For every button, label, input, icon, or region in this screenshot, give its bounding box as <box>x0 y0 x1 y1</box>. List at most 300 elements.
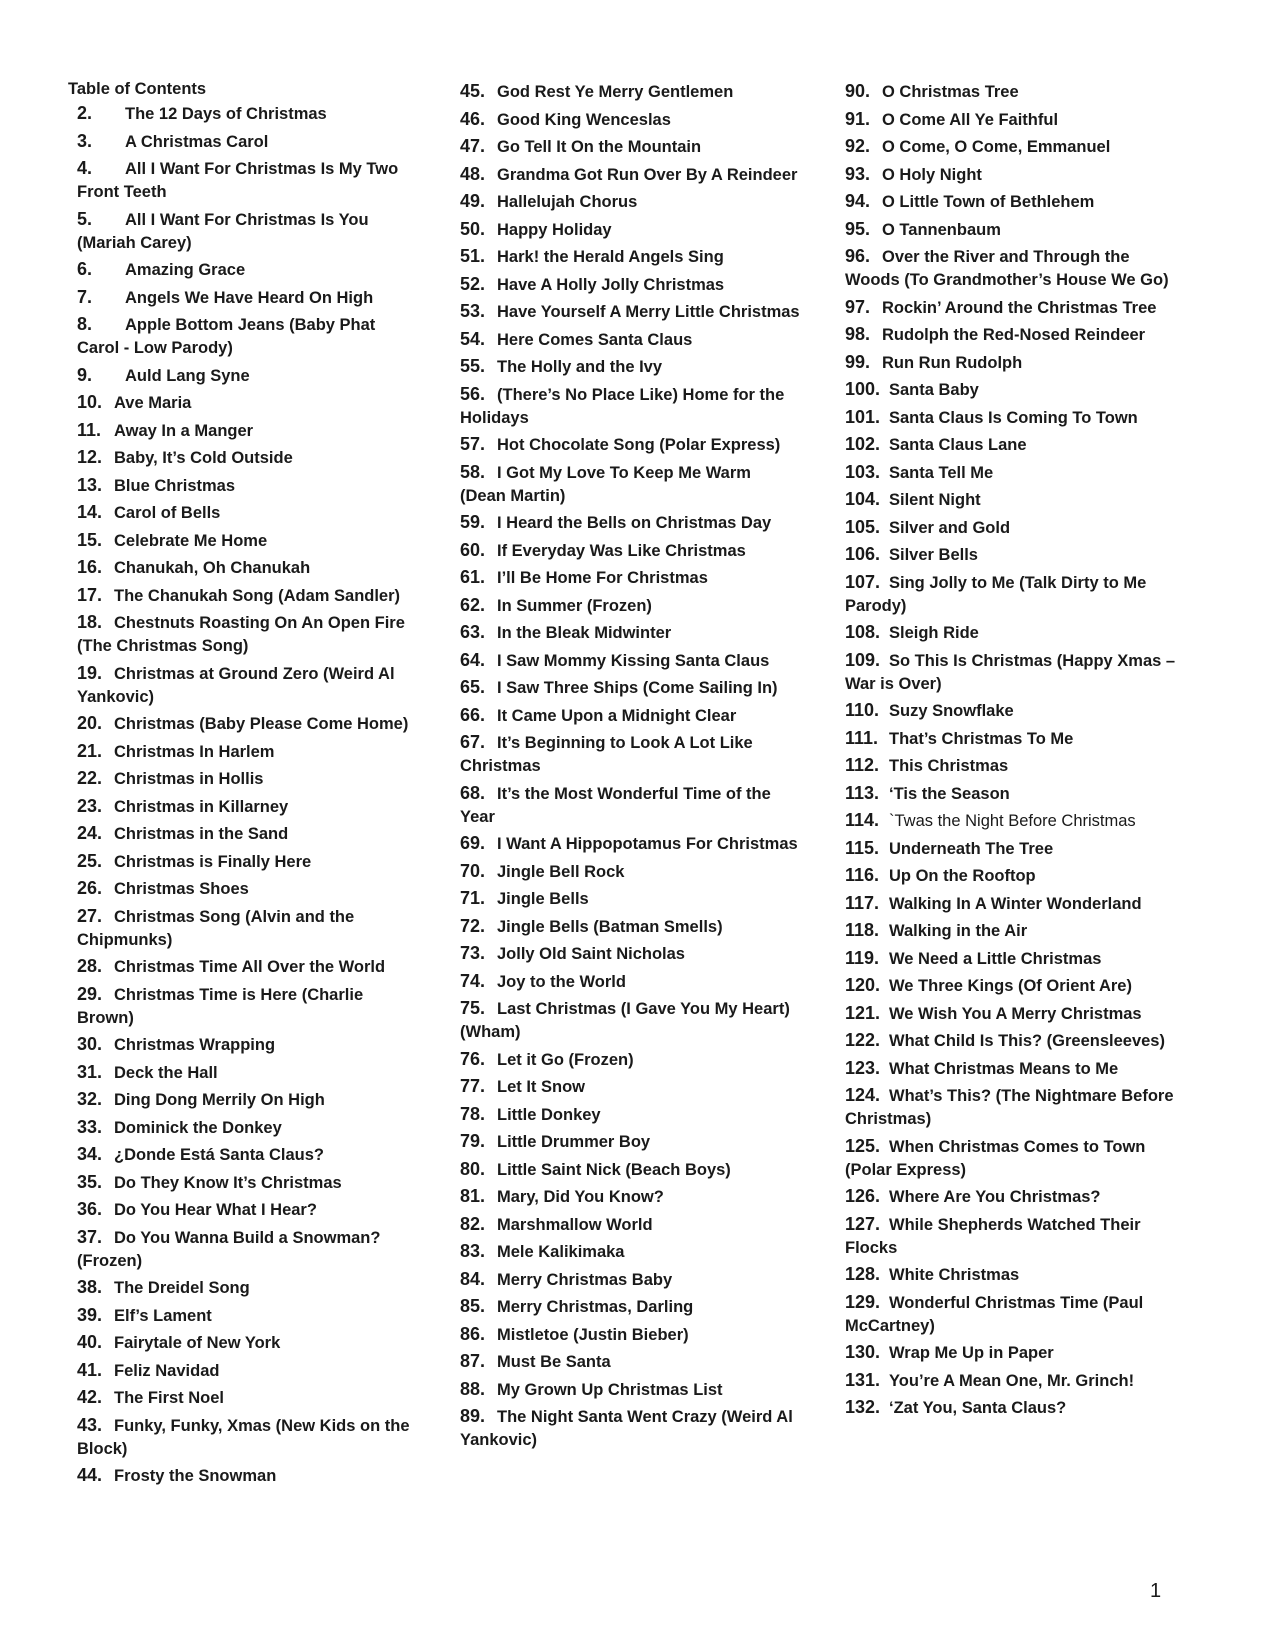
toc-entry[interactable] <box>460 915 800 939</box>
toc-entry-title: We Three Kings (Of Orient Are) <box>889 977 1132 995</box>
toc-entry[interactable] <box>845 516 1185 540</box>
toc-entry[interactable] <box>460 1185 800 1209</box>
toc-entry-title: ¿Donde Está Santa Claus? <box>114 1146 324 1164</box>
toc-entry[interactable] <box>77 474 412 498</box>
toc-entry[interactable] <box>77 1414 412 1461</box>
toc-entry[interactable] <box>77 767 412 791</box>
toc-entry-number: 4. <box>77 158 93 178</box>
toc-entry-number: 108. <box>845 622 881 642</box>
toc-entry-title: Where Are You Christmas? <box>889 1188 1101 1206</box>
toc-entry-number: 30. <box>77 1034 103 1054</box>
toc-entry-title: Christmas Wrapping <box>114 1036 276 1054</box>
toc-entry-title: Celebrate Me Home <box>114 531 268 550</box>
toc-entry-number: 85. <box>460 1296 486 1316</box>
toc-entry-number: 86. <box>460 1323 486 1344</box>
toc-entry-number: 132. <box>845 1397 881 1417</box>
toc-entry[interactable] <box>77 877 412 901</box>
toc-entry-title: Christmas in Hollis <box>114 770 264 788</box>
toc-entry-title: I Want A Hippopotamus For Christmas <box>497 835 798 853</box>
toc-entry-title: In the Bleak Midwinter <box>497 624 672 642</box>
toc-entry-number: 80. <box>460 1158 486 1179</box>
toc-entry-number: 118. <box>845 920 880 940</box>
toc-entry-title: Blue Christmas <box>114 476 236 495</box>
toc-entry[interactable] <box>460 860 800 884</box>
toc-entry[interactable] <box>77 556 412 580</box>
toc-entry-title: Walking in the Air <box>889 922 1028 940</box>
toc-entry[interactable] <box>460 1048 800 1072</box>
toc-entry-title: The First Noel <box>114 1389 225 1407</box>
toc-entry-number: 115. <box>845 837 880 858</box>
toc-entry-title: Christmas is Finally Here <box>114 852 312 871</box>
toc-entry-number: 83. <box>460 1241 486 1261</box>
toc-entry-title: O Tannenbaum <box>882 220 1001 239</box>
toc-entry[interactable] <box>77 446 412 470</box>
toc-entry[interactable] <box>460 1323 800 1347</box>
toc-entry[interactable] <box>77 584 412 608</box>
toc-entry-title: The Dreidel Song <box>114 1279 250 1297</box>
toc-entry-number: 56. <box>460 383 486 404</box>
toc-title: Table of Contents <box>68 80 207 98</box>
toc-entry-title: Amazing Grace <box>125 261 246 279</box>
toc-entry-number: 2. <box>77 103 93 123</box>
toc-entry-number: 128. <box>845 1264 881 1284</box>
toc-entry-number: 99. <box>845 351 871 372</box>
toc-entry-number: 110. <box>845 700 880 720</box>
toc-entry[interactable] <box>460 218 800 242</box>
toc-entry[interactable] <box>845 461 1185 485</box>
toc-entry[interactable] <box>845 1213 1185 1260</box>
toc-entry-number: 69. <box>460 833 486 853</box>
toc-entry[interactable] <box>845 1396 1185 1420</box>
toc-entry[interactable] <box>77 611 412 658</box>
toc-entry-number: 43. <box>77 1414 103 1435</box>
toc-entry-number: 126. <box>845 1186 881 1206</box>
toc-entry[interactable] <box>845 1002 1185 1026</box>
toc-entry[interactable] <box>845 433 1185 457</box>
toc-entry-title: Christmas Time is Here (Charlie Brown) <box>77 985 364 1027</box>
toc-entry-title: Silent Night <box>889 491 981 509</box>
toc-entry-number: 129. <box>845 1291 881 1312</box>
toc-entry-title: I’ll Be Home For Christmas <box>497 569 708 587</box>
toc-entry[interactable] <box>460 621 800 645</box>
toc-entry[interactable] <box>845 108 1185 132</box>
toc-entry-number: 76. <box>460 1048 486 1069</box>
toc-entry[interactable] <box>77 1276 412 1300</box>
toc-entry[interactable] <box>460 731 800 778</box>
toc-entry-number: 87. <box>460 1351 486 1371</box>
toc-entry[interactable] <box>460 163 800 187</box>
toc-entry-title: Baby, It’s Cold Outside <box>114 449 293 467</box>
toc-entry-number: 39. <box>77 1304 103 1325</box>
toc-entry[interactable] <box>845 1263 1185 1287</box>
toc-entry[interactable] <box>845 947 1185 971</box>
toc-entry-title: Little Drummer Boy <box>497 1133 651 1151</box>
toc-entry[interactable] <box>845 919 1185 943</box>
toc-entry[interactable] <box>460 1158 800 1182</box>
toc-entry[interactable] <box>77 1464 412 1488</box>
toc-entry[interactable] <box>460 832 800 856</box>
toc-entry-number: 48. <box>460 163 486 184</box>
toc-entry[interactable] <box>77 364 412 388</box>
toc-entry-number: 96. <box>845 246 871 266</box>
toc-entry[interactable] <box>845 1185 1185 1209</box>
toc-entry[interactable] <box>845 1341 1185 1365</box>
toc-entry-title: Apple Bottom Jeans (Baby Phat Carol - Low Parody) <box>77 316 376 357</box>
toc-entry-title: Hallelujah Chorus <box>497 193 638 211</box>
toc-entry[interactable] <box>77 313 412 360</box>
toc-entry-title: ‘Tis the Season <box>889 784 1010 803</box>
toc-entry[interactable] <box>460 511 800 535</box>
toc-entry[interactable] <box>460 190 800 214</box>
toc-entry[interactable] <box>460 1295 800 1319</box>
toc-entry-title: I Saw Mommy Kissing Santa Claus <box>497 651 770 670</box>
toc-entry[interactable] <box>845 163 1185 187</box>
toc-entry-title: What’s This? (The Nightmare Before Christmas) <box>845 1087 1174 1128</box>
toc-entry-number: 78. <box>460 1103 486 1124</box>
toc-entry-title: Christmas Shoes <box>114 880 249 898</box>
toc-entry[interactable] <box>845 1084 1185 1131</box>
toc-entry[interactable] <box>845 190 1185 214</box>
toc-entry-number: 3. <box>77 130 93 151</box>
toc-entry-title: Merry Christmas Baby <box>497 1270 673 1289</box>
toc-entry[interactable] <box>77 850 412 874</box>
toc-entry[interactable] <box>77 501 412 525</box>
toc-entry-number: 114. <box>845 810 880 830</box>
page-number: 1 <box>1150 1580 1162 1602</box>
toc-entry[interactable] <box>460 676 800 700</box>
toc-entry-title: Little Saint Nick (Beach Boys) <box>497 1160 731 1179</box>
toc-entry[interactable] <box>845 80 1185 104</box>
toc-entry-number: 104. <box>845 489 881 509</box>
toc-entry[interactable] <box>77 1033 412 1057</box>
toc-entry-title: ‘Zat You, Santa Claus? <box>889 1399 1067 1417</box>
toc-entry-title: It’s the Most Wonderful Time of the Year <box>460 784 771 826</box>
toc-entry-title: Let it Go (Frozen) <box>497 1050 634 1069</box>
toc-entry[interactable] <box>845 1291 1185 1338</box>
toc-entry-number: 38. <box>77 1277 103 1297</box>
toc-entry-number: 119. <box>845 947 880 968</box>
toc-entry[interactable] <box>77 1359 412 1383</box>
toc-entry[interactable] <box>77 391 412 415</box>
toc-entry[interactable] <box>77 157 412 204</box>
toc-entry[interactable] <box>845 1369 1185 1393</box>
toc-entry-number: 12. <box>77 447 103 467</box>
toc-entry[interactable] <box>77 822 412 846</box>
toc-entry-title: Christmas in Killarney <box>114 797 289 816</box>
toc-entry[interactable] <box>460 108 800 132</box>
toc-entry[interactable] <box>845 296 1185 320</box>
toc-entry-title: Chanukah, Oh Chanukah <box>114 559 311 577</box>
toc-entry[interactable] <box>77 529 412 553</box>
toc-entry-number: 27. <box>77 905 103 926</box>
toc-entry[interactable] <box>77 1226 412 1273</box>
toc-entry[interactable] <box>77 208 412 255</box>
toc-entry-number: 107. <box>845 571 881 592</box>
toc-entry[interactable] <box>460 355 800 379</box>
toc-entry[interactable] <box>845 1057 1185 1081</box>
toc-entry-title: Last Christmas (I Gave You My Heart) (Wham) <box>460 1000 790 1041</box>
toc-entry-number: 116. <box>845 865 880 885</box>
toc-entry[interactable] <box>845 571 1185 618</box>
toc-entry-number: 82. <box>460 1213 486 1234</box>
toc-entry[interactable] <box>845 621 1185 645</box>
toc-entry[interactable] <box>460 649 800 673</box>
toc-entry-title: Do You Hear What I Hear? <box>114 1201 317 1219</box>
toc-entry-title: Underneath The Tree <box>889 839 1054 858</box>
toc-entry[interactable] <box>460 135 800 159</box>
toc-entry-number: 21. <box>77 740 103 761</box>
toc-entry[interactable] <box>77 983 412 1030</box>
toc-entry-title: Good King Wenceslas <box>497 110 671 129</box>
toc-entry[interactable] <box>845 351 1185 375</box>
toc-entry-title: What Child Is This? (Greensleeves) <box>889 1032 1165 1050</box>
toc-entry-number: 105. <box>845 516 881 537</box>
toc-entry-title: Go Tell It On the Mountain <box>497 138 702 156</box>
toc-entry[interactable] <box>77 1143 412 1167</box>
toc-entry[interactable] <box>460 1130 800 1154</box>
toc-entry-title: I Heard the Bells on Christmas Day <box>497 514 772 532</box>
toc-entry[interactable] <box>845 543 1185 567</box>
toc-entry-title: Auld Lang Syne <box>125 366 250 385</box>
toc-entry[interactable] <box>460 328 800 352</box>
toc-entry-title: Santa Tell Me <box>889 463 994 482</box>
toc-entry[interactable] <box>845 782 1185 806</box>
toc-entry[interactable] <box>460 704 800 728</box>
toc-entry[interactable] <box>845 649 1185 696</box>
toc-entry-number: 23. <box>77 795 103 816</box>
toc-entry[interactable] <box>845 727 1185 751</box>
toc-entry-number: 24. <box>77 823 103 843</box>
toc-entry-number: 91. <box>845 108 871 129</box>
toc-entry-number: 32. <box>77 1089 103 1109</box>
toc-entry[interactable] <box>77 1061 412 1085</box>
toc-entry[interactable] <box>77 286 412 310</box>
toc-entry-number: 7. <box>77 286 93 307</box>
toc-entry[interactable] <box>845 974 1185 998</box>
toc-entry-title: Carol of Bells <box>114 504 221 522</box>
toc-entry[interactable] <box>460 245 800 269</box>
toc-entry-number: 113. <box>845 782 880 803</box>
toc-entry-number: 64. <box>460 649 486 670</box>
toc-entry-number: 50. <box>460 218 486 239</box>
toc-entry[interactable] <box>845 837 1185 861</box>
toc-entry[interactable] <box>460 1405 800 1452</box>
toc-entry[interactable] <box>460 433 800 457</box>
toc-entry-number: 89. <box>460 1406 486 1426</box>
toc-entry-title: Marshmallow World <box>497 1215 653 1234</box>
toc-entry-title: Do They Know It’s Christmas <box>114 1173 342 1192</box>
toc-entry-title: I Got My Love To Keep Me Warm (Dean Martin) <box>460 463 751 505</box>
toc-entry-number: 61. <box>460 567 486 587</box>
toc-entry[interactable] <box>460 997 800 1044</box>
toc-entry-number: 72. <box>460 915 486 936</box>
toc-entry-number: 51. <box>460 246 486 266</box>
toc-entry-number: 94. <box>845 191 871 211</box>
toc-entry-title: Frosty the Snowman <box>114 1467 277 1485</box>
toc-entry-number: 19. <box>77 662 103 683</box>
toc-entry-title: Up On the Rooftop <box>889 867 1036 885</box>
toc-entry[interactable] <box>77 1198 412 1222</box>
toc-entry[interactable] <box>460 1378 800 1402</box>
toc-entry-number: 98. <box>845 324 871 344</box>
toc-entry[interactable] <box>460 539 800 563</box>
toc-entry[interactable] <box>77 712 412 736</box>
toc-entry-title: Have A Holly Jolly Christmas <box>497 275 725 294</box>
toc-entry-title: A Christmas Carol <box>125 132 269 151</box>
toc-entry[interactable] <box>77 662 412 709</box>
toc-entry-title: Christmas Song (Alvin and the Chipmunks) <box>77 907 355 949</box>
toc-entry[interactable] <box>77 1386 412 1410</box>
toc-entry[interactable] <box>845 218 1185 242</box>
toc-entry-title: Must Be Santa <box>497 1353 611 1371</box>
toc-column-2 <box>460 80 800 1456</box>
toc-entry[interactable] <box>845 754 1185 778</box>
toc-entry-title: The Holly and the Ivy <box>497 358 663 376</box>
toc-entry-number: 52. <box>460 273 486 294</box>
toc-entry[interactable] <box>845 809 1185 833</box>
toc-entry[interactable] <box>845 323 1185 347</box>
toc-entry[interactable] <box>77 905 412 952</box>
toc-entry-title: Have Yourself A Merry Little Christmas <box>497 303 800 321</box>
toc-entry-title: Jingle Bells <box>497 890 589 908</box>
toc-entry[interactable] <box>77 955 412 979</box>
toc-entry[interactable] <box>460 461 800 508</box>
toc-entry-number: 70. <box>460 860 486 881</box>
toc-entry-number: 13. <box>77 474 103 495</box>
toc-entry-title: Dominick the Donkey <box>114 1118 282 1137</box>
toc-entry[interactable] <box>460 942 800 966</box>
toc-entry-number: 100. <box>845 379 881 399</box>
toc-entry-title: White Christmas <box>889 1266 1020 1284</box>
toc-entry[interactable] <box>77 1331 412 1355</box>
toc-entry-number: 49. <box>460 191 486 211</box>
toc-entry-title: Fairytale of New York <box>114 1334 281 1352</box>
toc-entry-number: 45. <box>460 81 486 101</box>
toc-entry-title: It’s Beginning to Look A Lot Like Christmas <box>460 734 753 775</box>
toc-entry-number: 47. <box>460 136 486 156</box>
toc-entry[interactable] <box>77 102 412 126</box>
toc-entry-number: 28. <box>77 956 103 976</box>
toc-entry-number: 103. <box>845 461 881 482</box>
toc-entry-number: 46. <box>460 108 486 129</box>
toc-entry[interactable] <box>460 1240 800 1264</box>
toc-entry[interactable] <box>77 795 412 819</box>
toc-entry-title: We Wish You A Merry Christmas <box>889 1004 1142 1023</box>
toc-entry[interactable] <box>460 970 800 994</box>
toc-entry-number: 9. <box>77 364 93 385</box>
toc-entry[interactable] <box>845 699 1185 723</box>
toc-entry-title: In Summer (Frozen) <box>497 596 652 615</box>
toc-entry-number: 20. <box>77 713 103 733</box>
toc-entry[interactable] <box>460 80 800 104</box>
toc-entry[interactable] <box>845 488 1185 512</box>
toc-entry-number: 36. <box>77 1199 103 1219</box>
toc-entry[interactable] <box>77 740 412 764</box>
toc-entry[interactable] <box>460 594 800 618</box>
toc-entry[interactable] <box>77 1171 412 1195</box>
toc-entry-title: Santa Baby <box>889 381 979 399</box>
toc-entry-title: O Little Town of Bethlehem <box>882 193 1095 211</box>
toc-entry-title: Happy Holiday <box>497 220 612 239</box>
toc-entry-title: That’s Christmas To Me <box>889 729 1074 748</box>
toc-entry[interactable] <box>460 1268 800 1292</box>
toc-entry[interactable] <box>845 1135 1185 1182</box>
toc-entry-number: 122. <box>845 1030 881 1050</box>
toc-entry-title: We Need a Little Christmas <box>889 949 1102 968</box>
toc-entry[interactable] <box>845 864 1185 888</box>
toc-entry-title: Little Donkey <box>497 1105 601 1124</box>
toc-entry-number: 5. <box>77 208 93 229</box>
toc-entry[interactable] <box>460 1350 800 1374</box>
toc-entry[interactable] <box>845 378 1185 402</box>
toc-entry-title: You’re A Mean One, Mr. Grinch! <box>889 1371 1135 1390</box>
toc-entry[interactable] <box>460 383 800 430</box>
toc-entry-number: 66. <box>460 704 486 725</box>
toc-entry-title: Let It Snow <box>497 1078 585 1096</box>
toc-entry-number: 33. <box>77 1116 103 1137</box>
toc-entry[interactable] <box>460 1103 800 1127</box>
toc-entry[interactable] <box>77 1088 412 1112</box>
toc-entry-number: 92. <box>845 136 871 156</box>
toc-entry-title: Mele Kalikimaka <box>497 1243 625 1261</box>
toc-entry-number: 130. <box>845 1342 881 1362</box>
toc-column-3 <box>845 80 1185 1424</box>
toc-entry-number: 111. <box>845 727 879 748</box>
toc-entry[interactable] <box>845 135 1185 159</box>
toc-entry-number: 58. <box>460 461 486 482</box>
toc-entry-number: 75. <box>460 998 486 1018</box>
toc-entry[interactable] <box>77 130 412 154</box>
toc-entry-number: 112. <box>845 755 880 775</box>
toc-entry[interactable] <box>460 1075 800 1099</box>
toc-entry-number: 73. <box>460 943 486 963</box>
toc-entry-number: 123. <box>845 1057 881 1078</box>
toc-entry-title: Mistletoe (Justin Bieber) <box>497 1325 689 1344</box>
toc-entry-title: The Night Santa Went Crazy (Weird Al Yankovic) <box>460 1408 793 1449</box>
toc-entry[interactable] <box>460 887 800 911</box>
toc-entry-number: 84. <box>460 1268 486 1289</box>
toc-entry[interactable] <box>77 1304 412 1328</box>
toc-entry[interactable] <box>77 258 412 282</box>
toc-entry[interactable] <box>460 1213 800 1237</box>
toc-entry[interactable] <box>845 892 1185 916</box>
toc-entry-number: 109. <box>845 649 881 670</box>
toc-entry-number: 102. <box>845 434 881 454</box>
toc-entry-title: Merry Christmas, Darling <box>497 1298 694 1316</box>
toc-entry-title: Mary, Did You Know? <box>497 1188 664 1206</box>
toc-entry-number: 6. <box>77 259 93 279</box>
toc-entry-number: 35. <box>77 1171 103 1192</box>
toc-entry[interactable] <box>77 1116 412 1140</box>
toc-entry-title: Santa Claus Lane <box>889 436 1027 454</box>
toc-entry[interactable] <box>460 782 800 829</box>
toc-entry[interactable] <box>460 273 800 297</box>
toc-entry-number: 25. <box>77 850 103 871</box>
toc-entry[interactable] <box>77 419 412 443</box>
toc-entry-title: While Shepherds Watched Their Flocks <box>845 1215 1141 1257</box>
toc-entry-title: God Rest Ye Merry Gentlemen <box>497 83 734 101</box>
toc-entry-title: Funky, Funky, Xmas (New Kids on the Block) <box>77 1416 410 1458</box>
toc-entry[interactable] <box>845 406 1185 430</box>
toc-entry[interactable] <box>845 1029 1185 1053</box>
toc-entry-title: Christmas (Baby Please Come Home) <box>114 715 409 733</box>
toc-entry[interactable] <box>460 300 800 324</box>
toc-entry-number: 14. <box>77 502 103 522</box>
toc-entry-title: Jolly Old Saint Nicholas <box>497 945 685 963</box>
toc-entry-title: Wrap Me Up in Paper <box>889 1344 1054 1362</box>
toc-entry[interactable] <box>460 566 800 590</box>
toc-entry[interactable] <box>845 245 1185 292</box>
